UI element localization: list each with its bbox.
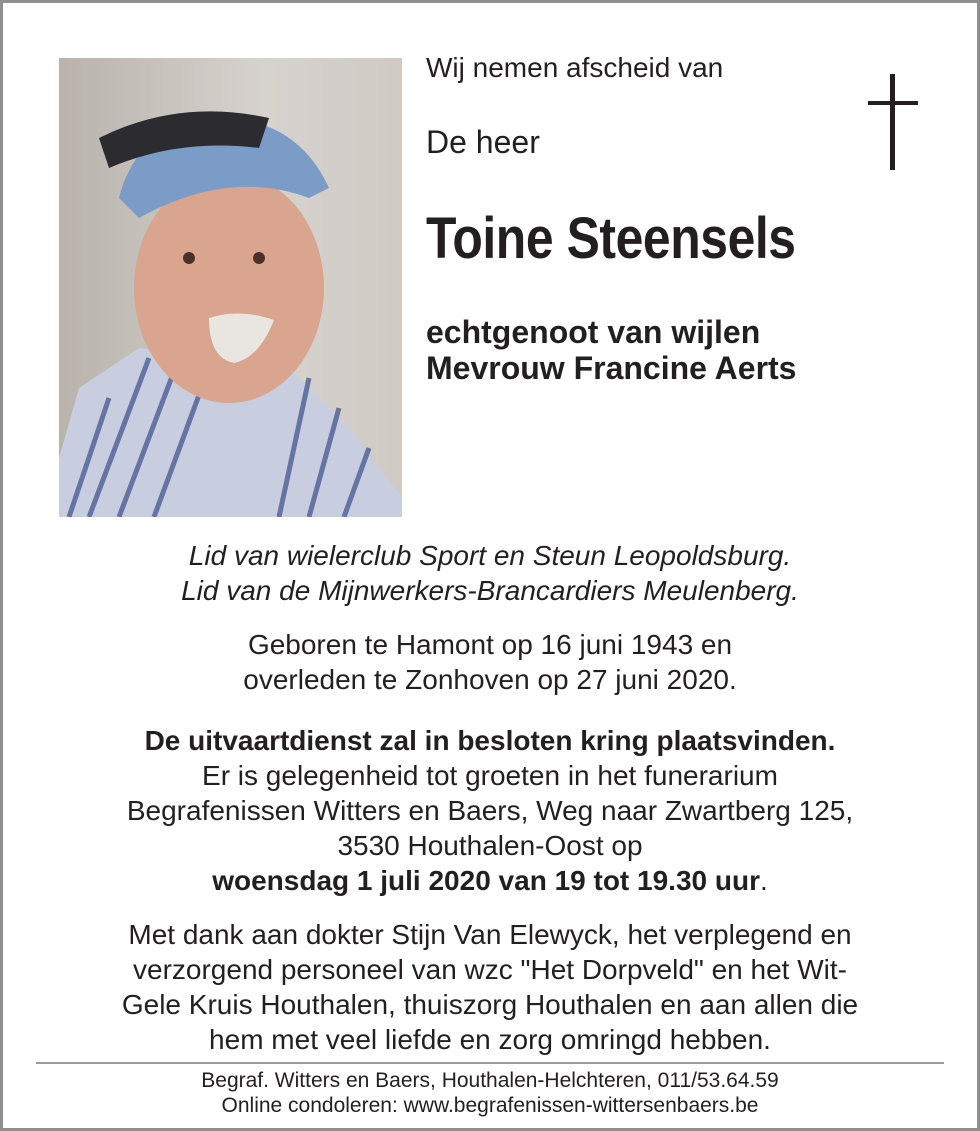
memberships [0,538,980,608]
funeral-info [0,723,980,898]
funeral-line: Begrafenissen Witters en Baers, Weg naar Zwartberg 125, [126,795,854,826]
spouse-line: echtgenoot van wijlen [426,314,761,350]
funeral-line: 3530 Houthalen-Oost op [337,830,643,861]
divider [36,1062,944,1064]
birth-line: Geboren te Hamont op 16 juni 1943 en [247,629,733,660]
funeral-line: Er is gelegenheid tot groeten in het funerarium [202,760,778,791]
honorific: De heer [426,124,540,160]
cross-icon [868,74,918,170]
thanks-line: hem met veel liefde en zorg omringd hebben. [209,1024,771,1055]
death-line: overleden te Zonhoven op 27 juni 2020. [243,664,737,695]
footer [0,1068,980,1118]
funeral-home-contact: Begraf. Witters en Baers, Houthalen-Helchteren, 011/53.64.59 [201,1069,779,1092]
funeral-heading: De uitvaartdienst zal in besloten kring plaatsvinden. [144,725,836,756]
life-dates [0,627,980,697]
deceased-name: Toine Steensels [426,206,796,271]
portrait-photo [59,58,402,517]
membership-line: Lid van de Mijnwerkers-Brancardiers Meulenberg. [181,575,799,606]
spouse-info [426,314,796,386]
intro-text: Wij nemen afscheid van [426,52,724,83]
spouse-line: Mevrouw Francine Aerts [426,350,797,386]
thanks-line: Gele Kruis Houthalen, thuiszorg Houthalen en aan allen die [121,989,859,1020]
visitation-date-line [0,863,980,898]
portrait-illustration [59,58,402,517]
date-suffix: . [759,865,768,896]
thanks-line: verzorgend personeel van wzc "Het Dorpveld" en het Wit- [133,954,847,985]
visitation-date: woensdag 1 juli 2020 van 19 tot 19.30 uur [212,865,760,896]
thanks [0,917,980,1057]
membership-line: Lid van wielerclub Sport en Steun Leopoldsburg. [188,540,792,571]
thanks-line: Met dank aan dokter Stijn Van Elewyck, het verplegend en [128,919,852,950]
online-condolences: Online condoleren: www.begrafenissen-wittersenbaers.be [221,1094,759,1117]
